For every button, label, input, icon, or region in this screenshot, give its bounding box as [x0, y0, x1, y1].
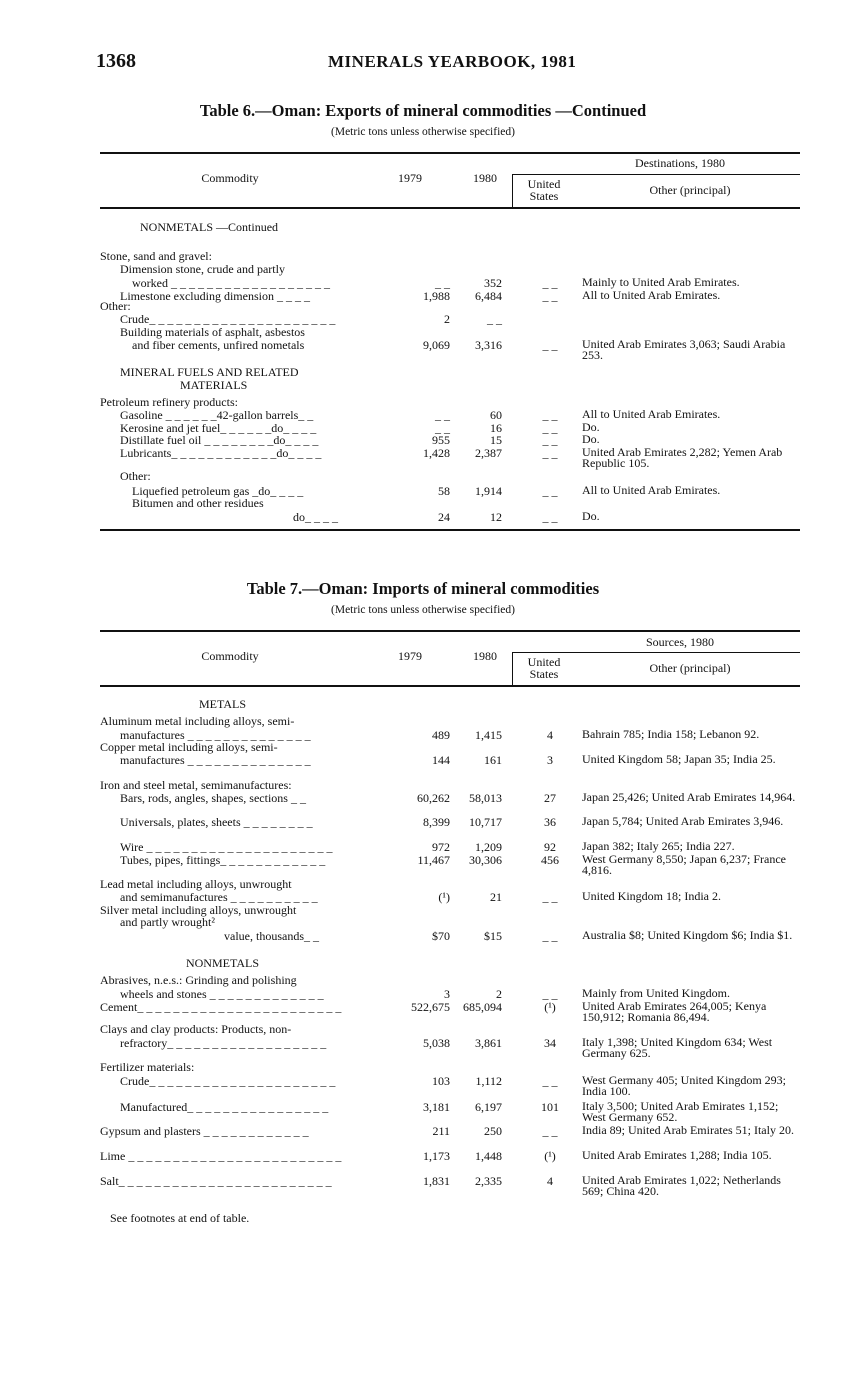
value-1980-cell: 161 — [484, 753, 502, 767]
value-1980-cell: 21 — [490, 890, 502, 904]
value-1979-cell: 58 — [438, 484, 450, 498]
table6-col-us-line2: States — [529, 189, 559, 203]
commodity-cell: Wire _ _ _ _ _ _ _ _ _ _ _ _ _ _ _ _ _ _ _ _ _ — [120, 840, 333, 854]
commodity-cell: Distillate fuel oil _ _ _ _ _ _ _ _do_ _ _ _ — [120, 433, 319, 447]
value-1979-cell: _ _ — [435, 408, 450, 422]
commodity-cell: manufactures _ _ _ _ _ _ _ _ _ _ _ _ _ _ — [120, 728, 311, 742]
value-1979-cell: 103 — [432, 1074, 450, 1088]
commodity-cell: MINERAL FUELS AND RELATED — [120, 365, 299, 379]
other-principal-cell: All to United Arab Emirates. — [582, 407, 721, 421]
united-states-cell: _ _ — [542, 1124, 558, 1138]
commodity-cell: worked _ _ _ _ _ _ _ _ _ _ _ _ _ _ _ _ _ _ — [132, 276, 330, 290]
other-principal-cell: Do. — [582, 420, 600, 434]
united-states-cell: _ _ — [542, 433, 558, 447]
united-states-cell: 101 — [541, 1100, 559, 1114]
commodity-cell: Other: — [100, 299, 131, 313]
united-states-cell: _ _ — [542, 1074, 558, 1088]
value-1980-cell: 58,013 — [469, 791, 502, 805]
other-principal-cell: United Arab Emirates 264,005; Kenya 150,912; Romania 86,494. — [582, 999, 767, 1024]
united-states-cell: _ _ — [542, 446, 558, 460]
commodity-cell: NONMETALS —Continued — [140, 220, 279, 234]
other-principal-cell: West Germany 405; United Kingdom 293; India 100. — [582, 1073, 787, 1098]
commodity-cell: Crude_ _ _ _ _ _ _ _ _ _ _ _ _ _ _ _ _ _ _ _ _ — [120, 1074, 336, 1088]
value-1980-cell: 2 — [496, 987, 502, 1001]
united-states-cell: 34 — [544, 1036, 556, 1050]
other-principal-cell: United Arab Emirates 1,022; Netherlands 569; China 420. — [582, 1173, 781, 1198]
commodity-cell: NONMETALS — [185, 956, 260, 970]
united-states-cell: 456 — [541, 853, 559, 867]
commodity-cell: Universals, plates, sheets _ _ _ _ _ _ _ _ — [120, 815, 313, 829]
value-1980-cell: 1,112 — [475, 1074, 502, 1088]
value-1980-cell: 60 — [490, 408, 502, 422]
united-states-cell: _ _ — [542, 510, 558, 524]
united-states-cell: _ _ — [542, 408, 558, 422]
commodity-cell: and partly wrought² — [120, 915, 215, 929]
commodity-cell: Dimension stone, crude and partly — [120, 262, 285, 276]
book-title: MINERALS YEARBOOK, 1981 — [328, 52, 577, 71]
united-states-cell: _ _ — [542, 338, 558, 352]
table7-header-rule — [100, 685, 800, 687]
value-1979-cell: 9,069 — [423, 338, 450, 352]
value-1979-cell: 972 — [432, 840, 450, 854]
commodity-cell: Bitumen and other residues — [132, 496, 264, 510]
table7-col-us-line2: States — [529, 667, 559, 681]
other-principal-cell: All to United Arab Emirates. — [582, 288, 721, 302]
value-1980-cell: $15 — [484, 929, 502, 943]
value-1979-cell: 1,428 — [423, 446, 450, 460]
other-principal-cell: United Arab Emirates 3,063; Saudi Arabia 253. — [582, 337, 786, 362]
footnote-note: See footnotes at end of table. — [110, 1211, 250, 1225]
united-states-cell: 27 — [544, 791, 556, 805]
table6-col-commodity: Commodity — [201, 171, 259, 185]
value-1980-cell: 3,316 — [475, 338, 502, 352]
table7-col-1979: 1979 — [398, 649, 422, 663]
table7-group-rule — [512, 652, 800, 653]
commodity-cell: Clays and clay products: Products, non- — [100, 1022, 292, 1036]
table7-group-header: Sources, 1980 — [646, 635, 714, 649]
other-principal-cell: West Germany 8,550; Japan 6,237; France 4,816. — [582, 852, 786, 877]
value-1979-cell: (¹) — [438, 890, 450, 904]
commodity-cell: Cement_ _ _ _ _ _ _ _ _ _ _ _ _ _ _ _ _ _ _ _ _ _ _ — [100, 1000, 342, 1014]
commodity-cell: Silver metal including alloys, unwrought — [100, 903, 297, 917]
other-principal-cell: Do. — [582, 432, 600, 446]
commodity-cell: Limestone excluding dimension _ _ _ _ — [120, 289, 310, 303]
united-states-cell: 4 — [547, 1174, 553, 1188]
page-number: 1368 — [96, 50, 136, 72]
table6-col-other: Other (principal) — [649, 183, 731, 197]
value-1979-cell: 955 — [432, 433, 450, 447]
table6-col-1979: 1979 — [398, 171, 422, 185]
united-states-cell: 36 — [544, 815, 556, 829]
united-states-cell: (¹) — [544, 1000, 556, 1014]
commodity-cell: Crude_ _ _ _ _ _ _ _ _ _ _ _ _ _ _ _ _ _ _ _ _ — [120, 312, 336, 326]
commodity-cell: Other: — [120, 469, 151, 483]
united-states-cell: _ _ — [542, 890, 558, 904]
value-1979-cell: 1,173 — [423, 1149, 450, 1163]
commodity-cell: Manufactured_ _ _ _ _ _ _ _ _ _ _ _ _ _ _ _ — [120, 1100, 329, 1114]
commodity-cell: Copper metal including alloys, semi- — [100, 740, 278, 754]
commodity-cell: Petroleum refinery products: — [100, 395, 238, 409]
value-1980-cell: 1,914 — [475, 484, 502, 498]
other-principal-cell: Australia $8; United Kingdom $6; India $1. — [582, 928, 793, 942]
commodity-cell: METALS — [198, 697, 247, 711]
commodity-cell: do_ _ _ _ — [293, 510, 338, 524]
value-1980-cell: 30,306 — [469, 853, 502, 867]
other-principal-cell: All to United Arab Emirates. — [582, 483, 721, 497]
commodity-cell: refractory_ _ _ _ _ _ _ _ _ _ _ _ _ _ _ _ _ _ — [120, 1036, 327, 1050]
page-header — [96, 50, 756, 78]
value-1979-cell: 144 — [432, 753, 450, 767]
commodity-cell: and semimanufactures _ _ _ _ _ _ _ _ _ _ — [120, 890, 318, 904]
table7-top-rule — [100, 630, 800, 632]
value-1980-cell: 1,209 — [475, 840, 502, 854]
other-principal-cell: Do. — [582, 509, 600, 523]
table6-subtitle: (Metric tons unless otherwise specified) — [331, 126, 515, 138]
commodity-cell: value, thousands_ _ — [224, 929, 319, 943]
united-states-cell: _ _ — [542, 484, 558, 498]
commodity-cell: Gasoline _ _ _ _ _ _42-gallon barrels_ _ — [120, 408, 314, 422]
value-1979-cell: 1,831 — [423, 1174, 450, 1188]
other-principal-cell: Japan 5,784; United Arab Emirates 3,946. — [582, 814, 784, 828]
value-1979-cell: 522,675 — [411, 1000, 450, 1014]
other-principal-cell: Mainly to United Arab Emirates. — [582, 275, 740, 289]
value-1980-cell: 6,484 — [475, 289, 502, 303]
commodity-cell: Lime _ _ _ _ _ _ _ _ _ _ _ _ _ _ _ _ _ _ _ _ _ _ _ _ — [100, 1149, 342, 1163]
value-1979-cell: _ _ — [435, 276, 450, 290]
commodity-cell: Kerosine and jet fuel_ _ _ _ _ _do_ _ _ _ — [120, 421, 317, 435]
other-principal-cell: Mainly from United Kingdom. — [582, 986, 730, 1000]
value-1980-cell: 685,094 — [463, 1000, 502, 1014]
table6-top-rule — [100, 152, 800, 154]
value-1979-cell: 11,467 — [417, 853, 450, 867]
other-principal-cell: Italy 1,398; United Kingdom 634; West Germany 625. — [582, 1035, 773, 1060]
commodity-cell: Aluminum metal including alloys, semi- — [100, 714, 295, 728]
value-1980-cell: 250 — [484, 1124, 502, 1138]
other-principal-cell: India 89; United Arab Emirates 51; Italy 20. — [582, 1123, 794, 1137]
other-principal-cell: Bahrain 785; India 158; Lebanon 92. — [582, 727, 760, 741]
commodity-cell: Stone, sand and gravel: — [100, 249, 212, 263]
value-1979-cell: $70 — [432, 929, 450, 943]
value-1980-cell: 10,717 — [469, 815, 502, 829]
value-1980-cell: 15 — [490, 433, 502, 447]
value-1979-cell: 3 — [444, 987, 450, 1001]
table6-col-1980: 1980 — [473, 171, 497, 185]
table6-col-us-line1: United — [527, 177, 561, 191]
table6-title: Table 6.—Oman: Exports of mineral commodities —Continued — [199, 101, 647, 120]
other-principal-cell: United Arab Emirates 2,282; Yemen Arab Republic 105. — [582, 445, 783, 470]
value-1979-cell: 3,181 — [423, 1100, 450, 1114]
value-1980-cell: 1,448 — [475, 1149, 502, 1163]
united-states-cell: 3 — [547, 753, 553, 767]
commodity-cell: wheels and stones _ _ _ _ _ _ _ _ _ _ _ _ _ — [120, 987, 324, 1001]
commodity-cell: and fiber cements, unfired nometals — [132, 338, 305, 352]
value-1980-cell: 3,861 — [475, 1036, 502, 1050]
table7-title: Table 7.—Oman: Imports of mineral commodities — [246, 579, 600, 598]
united-states-cell: (¹) — [544, 1149, 556, 1163]
value-1979-cell: 2 — [444, 312, 450, 326]
united-states-cell: _ _ — [542, 987, 558, 1001]
united-states-cell: _ _ — [542, 276, 558, 290]
united-states-cell: _ _ — [542, 289, 558, 303]
table7-col-divider — [512, 652, 513, 685]
commodity-cell: Bars, rods, angles, shapes, sections _ _ — [120, 791, 306, 805]
other-principal-cell: Italy 3,500; United Arab Emirates 1,152; West Germany 652. — [582, 1099, 779, 1124]
commodity-cell: Gypsum and plasters _ _ _ _ _ _ _ _ _ _ _ _ — [100, 1124, 309, 1138]
value-1980-cell: 352 — [484, 276, 502, 290]
commodity-cell: Lead metal including alloys, unwrought — [100, 877, 292, 891]
commodity-cell: Abrasives, n.e.s.: Grinding and polishing — [100, 973, 297, 987]
value-1980-cell: 2,335 — [475, 1174, 502, 1188]
table7-col-other: Other (principal) — [649, 661, 731, 675]
commodity-cell: Iron and steel metal, semimanufactures: — [100, 778, 292, 792]
commodity-cell: Fertilizer materials: — [100, 1060, 195, 1074]
table6-group-header: Destinations, 1980 — [635, 156, 725, 170]
commodity-cell: Liquefied petroleum gas _do_ _ _ _ — [132, 484, 304, 498]
value-1980-cell: _ _ — [487, 312, 502, 326]
table7-col-1980: 1980 — [473, 649, 497, 663]
united-states-cell: 4 — [547, 728, 553, 742]
value-1979-cell: 24 — [438, 510, 450, 524]
value-1979-cell: 489 — [432, 728, 450, 742]
commodity-cell: Salt_ _ _ _ _ _ _ _ _ _ _ _ _ _ _ _ _ _ _ _ _ _ _ _ — [100, 1174, 332, 1188]
value-1979-cell: _ _ — [435, 421, 450, 435]
value-1979-cell: 1,988 — [423, 289, 450, 303]
other-principal-cell: United Arab Emirates 1,288; India 105. — [582, 1148, 772, 1162]
commodity-cell: Tubes, pipes, fittings_ _ _ _ _ _ _ _ _ _ _ _ — [120, 853, 326, 867]
other-principal-cell: Japan 382; Italy 265; India 227. — [582, 839, 735, 853]
united-states-cell: 92 — [544, 840, 556, 854]
table7-col-us-line1: United — [527, 655, 561, 669]
table6-bottom-rule — [100, 529, 800, 531]
value-1980-cell: 1,415 — [475, 728, 502, 742]
value-1979-cell: 5,038 — [423, 1036, 450, 1050]
commodity-cell: manufactures _ _ _ _ _ _ _ _ _ _ _ _ _ _ — [120, 753, 311, 767]
table6-header-rule — [100, 207, 800, 209]
other-principal-cell: Japan 25,426; United Arab Emirates 14,964. — [582, 790, 796, 804]
united-states-cell: _ _ — [542, 421, 558, 435]
table7-subtitle: (Metric tons unless otherwise specified) — [331, 604, 515, 616]
united-states-cell: _ _ — [542, 929, 558, 943]
commodity-cell: MATERIALS — [180, 378, 248, 392]
value-1980-cell: 12 — [490, 510, 502, 524]
value-1980-cell: 2,387 — [475, 446, 502, 460]
value-1979-cell: 60,262 — [417, 791, 450, 805]
table6-col-divider — [512, 174, 513, 207]
commodity-cell: Lubricants_ _ _ _ _ _ _ _ _ _ _ _do_ _ _ _ — [120, 446, 322, 460]
value-1979-cell: 211 — [432, 1124, 450, 1138]
other-principal-cell: United Kingdom 18; India 2. — [582, 889, 721, 903]
table7-col-commodity: Commodity — [201, 649, 259, 663]
value-1980-cell: 6,197 — [475, 1100, 502, 1114]
other-principal-cell: United Kingdom 58; Japan 35; India 25. — [582, 752, 776, 766]
value-1980-cell: 16 — [490, 421, 502, 435]
table6-group-rule — [512, 174, 800, 175]
commodity-cell: Building materials of asphalt, asbestos — [120, 325, 305, 339]
value-1979-cell: 8,399 — [423, 815, 450, 829]
